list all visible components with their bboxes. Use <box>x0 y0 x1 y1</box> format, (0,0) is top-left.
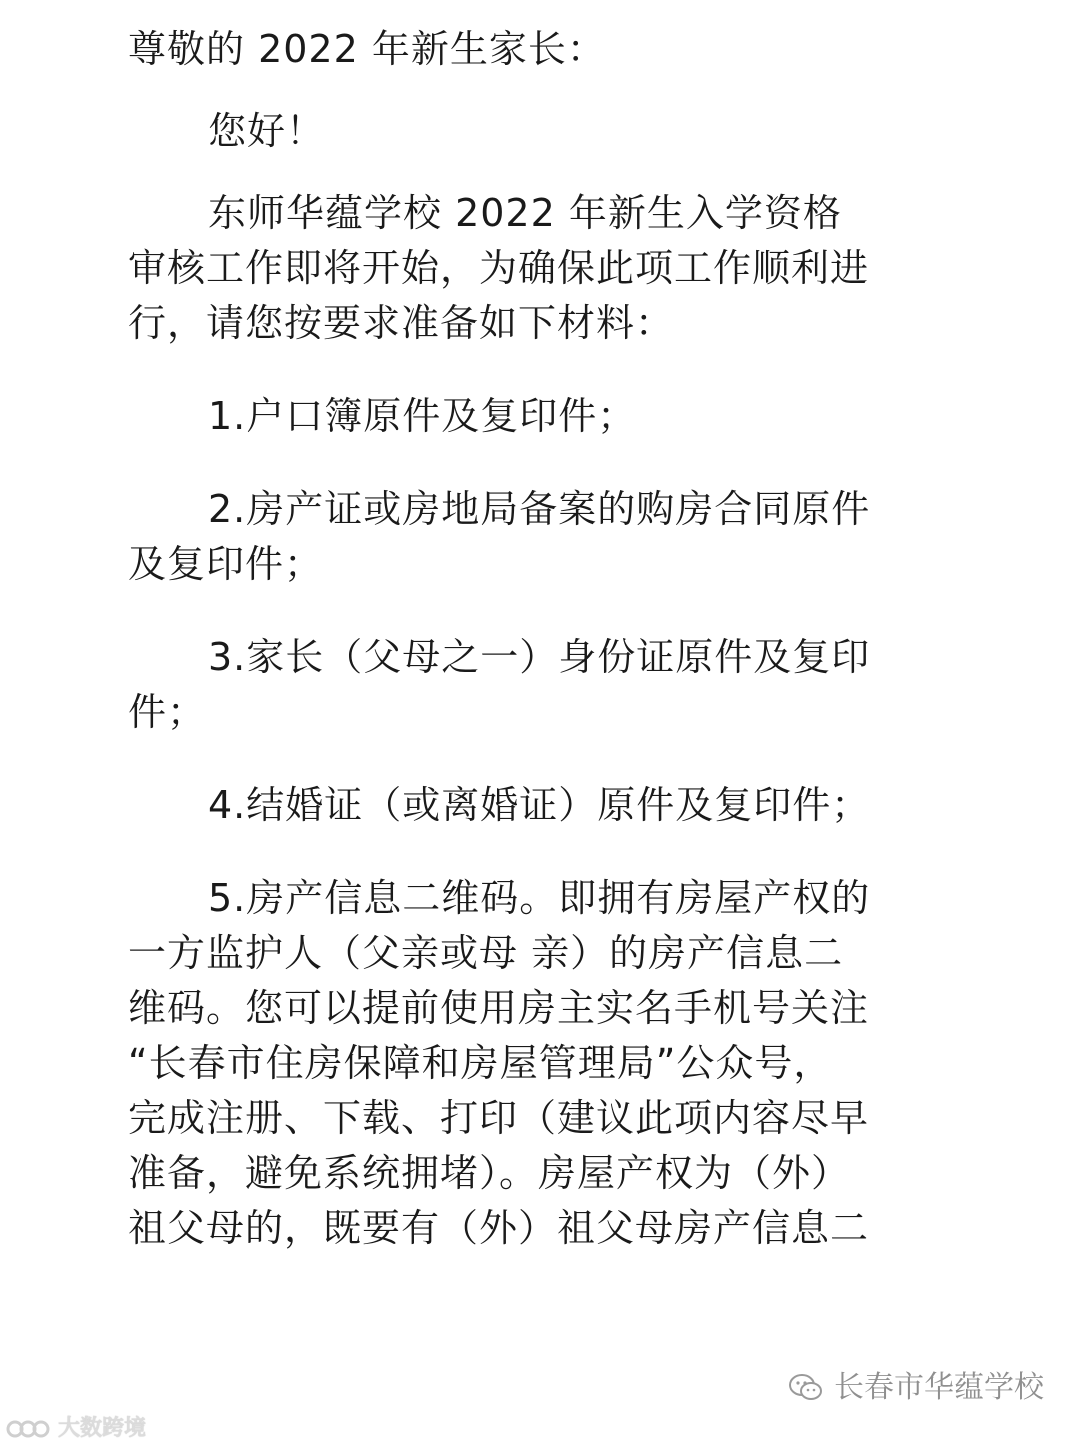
list-item-line: 完成注册、下载、打印（建议此项内容尽早 <box>128 1096 870 1140</box>
corner-watermark-text: 大数跨境 <box>58 1416 147 1441</box>
corner-watermark <box>6 1416 146 1442</box>
list-item-4 <box>128 778 910 833</box>
list-item-line: 维码。您可以提前使用房主实名手机号关注 <box>128 986 870 1030</box>
hello-line: 您好！ <box>208 109 326 153</box>
intro-line: 行，请您按要求准备如下材料： <box>128 301 675 345</box>
intro-paragraph <box>128 186 910 351</box>
list-item-line: 及复印件； <box>128 542 324 586</box>
list-item-line: “长春市住房保障和房屋管理局”公众号， <box>128 1041 833 1085</box>
list-item-line: 件； <box>128 690 207 734</box>
list-item-1 <box>128 389 910 444</box>
list-item-line: 1.户口簿原件及复印件； <box>208 394 637 438</box>
list-item-line: 4.结婚证（或离婚证）原件及复印件； <box>208 783 871 827</box>
wechat-icon <box>788 1373 824 1403</box>
list-item-2 <box>128 482 910 592</box>
intro-line: 审核工作即将开始，为确保此项工作顺利进 <box>128 246 870 290</box>
list-item-line: 准备，避免系统拥堵）。房屋产权为（外） <box>128 1151 851 1195</box>
list-item-line: 2.房产证或房地局备案的购房合同原件 <box>208 487 871 531</box>
list-item-line: 3.家长（父母之一）身份证原件及复印 <box>208 635 871 679</box>
list-item-line: 祖父母的，既要有（外）祖父母房产信息二 <box>128 1206 870 1250</box>
list-item-5 <box>128 871 910 1256</box>
intro-line: 东师华蕴学校 2022 年新生入学资格 <box>208 191 842 235</box>
brand-logo-icon <box>6 1416 54 1442</box>
document-body <box>128 22 910 1256</box>
greeting-line: 尊敬的 2022 年新生家长： <box>128 27 606 71</box>
list-item-line: 5.房产信息二维码。即拥有房屋产权的 <box>208 876 871 920</box>
list-item-line: 一方监护人（父亲或母 亲）的房产信息二 <box>128 931 844 975</box>
wechat-watermark <box>788 1370 1044 1406</box>
list-item-3 <box>128 630 910 740</box>
wechat-account-name: 长春市华蕴学校 <box>834 1370 1044 1405</box>
